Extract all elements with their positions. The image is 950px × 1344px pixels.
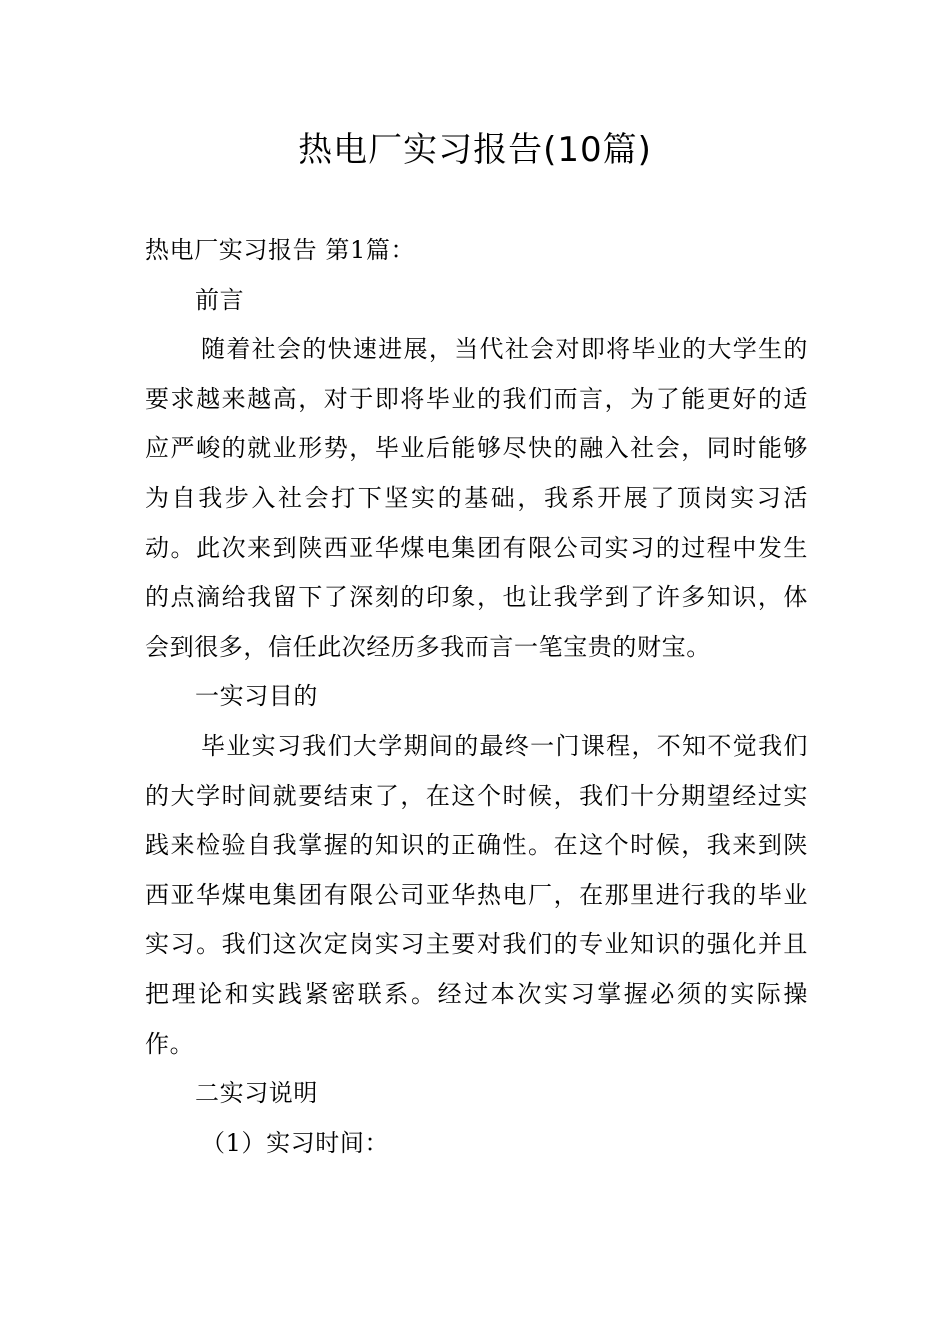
description-heading: 二实习说明 (195, 1079, 318, 1108)
section-heading: 热电厂实习报告 第1篇： (145, 236, 416, 264)
preface-heading: 前言 (195, 285, 245, 314)
preface-paragraph: 随着社会的快速进展，当代社会对即将毕业的大学生的要求越来越高，对于即将毕业的我们而言，为了能更好的适应严峻的就业形势，毕业后能够尽快的融入社会，同时能够为自我步入社会打下坚实的基础，我系开展了顶岗实习活动。此次来到陕西亚华煤电集团有限公司实习的过程中发生的点滴给我留下了深刻的印象，也让我学到了许多知识，体会到很多，信任此次经历多我而言一笔宝贵的财宝。 (145, 335, 808, 661)
time-item: （1）实习时间： (201, 1128, 390, 1157)
document-body (145, 226, 808, 1168)
purpose-paragraph: 毕业实习我们大学期间的最终一门课程，不知不觉我们的大学时间就要结束了，在这个时候，我们十分期望经过实践来检验自我掌握的知识的正确性。在这个时候，我来到陕西亚华煤电集团有限公司亚华热电厂，在那里进行我的毕业实习。我们这次定岗实习主要对我们的专业知识的强化并且把理论和实践紧密联系。经过本次实习掌握必须的实际操作。 (145, 731, 808, 1058)
document-title: 热电厂实习报告(10篇) (298, 130, 652, 170)
purpose-heading: 一实习目的 (195, 682, 318, 711)
